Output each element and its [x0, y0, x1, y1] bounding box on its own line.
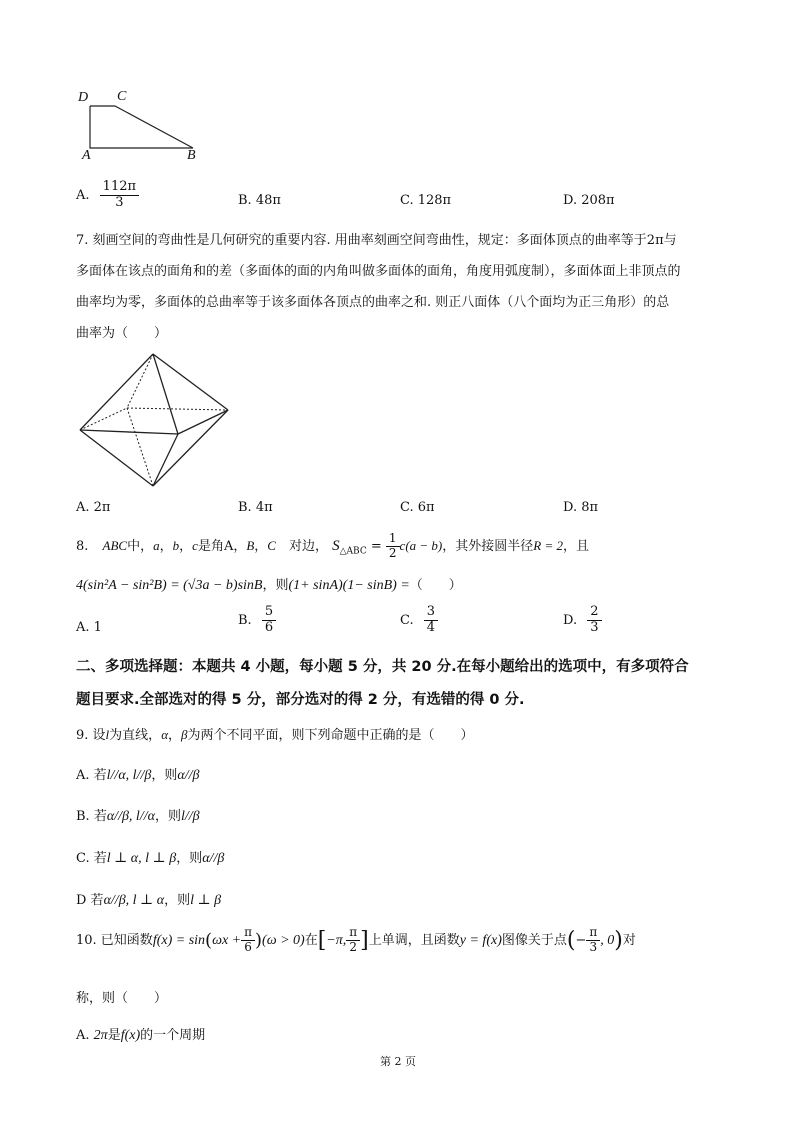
q8-area-s: S — [332, 537, 340, 554]
q7-option-b: B. 4π — [238, 500, 273, 515]
q8-half-num: 1 — [386, 532, 400, 547]
q10-line-1: 10. 已知函数f(x) = sin(ωx + $\frac{\pi}{6}$ )(ω > 0)在[−π, $\frac{\pi}{2}$ ]上单调，且函数y = f(x)图像关于点(− $\frac{\pi}{3}$ , 0)对 — [76, 925, 636, 954]
q9-option-a — [76, 764, 199, 784]
q8-text: ，且 — [562, 538, 589, 554]
q10-text: 图像关于点 — [501, 932, 567, 948]
q8-text: 中， — [127, 538, 154, 554]
q8-condition: 4(sin²A − sin²B) = (√3a − b)sinB — [76, 578, 263, 593]
q8-target-expr: (1+ sinA)(1− sinB) = — [288, 578, 410, 593]
q10-three: 3 — [589, 939, 598, 954]
q9-option-d-result: l ⊥ β — [190, 893, 222, 908]
q8-option-c-prefix: C. — [400, 612, 414, 628]
q8-triangle: ABC — [102, 537, 128, 553]
q10-six: 6 — [244, 939, 252, 954]
q8-text: ，其外接圆半径 — [442, 538, 534, 554]
q8-text: 对边， — [275, 538, 328, 554]
trapezoid-outline — [90, 106, 193, 148]
q8-option-c-den: 4 — [426, 619, 436, 635]
q10-arg: ωx + — [212, 932, 242, 948]
q8-option-b-den: 6 — [264, 619, 274, 635]
q8-number: 8. — [76, 538, 89, 554]
q10-option-a-f: f(x) — [120, 1028, 141, 1043]
q10-text: 上单调，且函数 — [368, 932, 460, 948]
q8-area-sub: △ABC — [339, 546, 367, 557]
q8-option-d-num: 2 — [587, 605, 601, 621]
label-b: B — [187, 148, 196, 163]
q6-option-a-prefix: A. — [76, 187, 90, 203]
q9-option-b-result: l//β — [180, 809, 200, 824]
q8-text: ，则 — [262, 578, 289, 593]
q9-option-d-mid: ，则 — [164, 893, 191, 908]
q9-option-c — [76, 847, 224, 867]
q9-option-a-cond: l//α, l//β — [106, 768, 152, 783]
q10-y-func: y = f(x) — [459, 932, 502, 948]
q8-line-1 — [76, 532, 589, 561]
q8-option-b-num: 5 — [262, 605, 276, 621]
q10-text: 对 — [622, 932, 636, 948]
q6-option-a-num: 112π — [100, 180, 139, 196]
q6-option-a-den: 3 — [115, 194, 124, 210]
q8-comma: ， — [254, 538, 268, 554]
q9-beta: β — [181, 727, 188, 742]
q10-neg: − — [575, 932, 587, 948]
q8-line-2 — [76, 574, 462, 594]
q10-omega-cond: (ω > 0) — [262, 932, 305, 948]
q9-line-l: l — [105, 727, 110, 742]
q9-stem — [76, 724, 474, 743]
q10-option-a-period: 2π — [93, 1028, 108, 1043]
q10-option-a — [76, 1024, 205, 1044]
q8-option-d-prefix: D. — [563, 612, 578, 628]
q6-option-d: D. 208π — [563, 193, 615, 208]
q9-option-d — [76, 889, 221, 909]
q9-option-a-result: α//β — [177, 768, 200, 783]
q9-option-c-mid: ，则 — [176, 851, 203, 866]
q10-function: f(x) = sin — [152, 932, 206, 948]
q8-option-b — [238, 605, 276, 636]
q9-option-a-mid: ，则 — [151, 768, 178, 783]
q10-zero: , 0 — [600, 932, 615, 948]
q8-half-den: 2 — [388, 545, 397, 560]
q8-side-c: c — [192, 537, 198, 553]
q8-equals: = — [370, 538, 382, 554]
q8-area-expr: c(a − b) — [399, 537, 443, 553]
q9-text: 9. 设 — [76, 728, 106, 743]
q9-alpha: α — [161, 727, 169, 742]
q8-option-d-den: 3 — [590, 619, 599, 635]
q7-option-d: D. 8π — [563, 500, 599, 515]
q8-option-d — [563, 605, 602, 636]
q9-option-d-prefix: D 若 — [76, 893, 104, 908]
q10-two: 2 — [349, 939, 358, 954]
q6-option-b: B. 48π — [238, 193, 281, 208]
q8-comma: ， — [179, 538, 193, 554]
q9-option-d-cond: α//β, l ⊥ α — [103, 893, 165, 908]
octahedron-figure — [70, 348, 250, 496]
q9-text: ， — [168, 728, 182, 743]
q10-text: 10. 已知函数 — [76, 932, 153, 948]
q9-option-c-cond: l ⊥ α, l ⊥ β — [106, 851, 177, 866]
q9-option-c-prefix: C. 若 — [76, 851, 107, 866]
q9-option-a-prefix: A. 若 — [76, 768, 107, 783]
q7-line-1: 7. 刻画空间的弯曲性是几何研究的重要内容. 用曲率刻画空间弯曲性，规定：多面体顶点的曲率等于2π与 — [76, 233, 677, 248]
q6-option-a — [76, 180, 139, 211]
q9-text: 为两个不同平面，则下列命题中正确的是（ ） — [187, 728, 474, 743]
q10-option-a-prefix: A. — [76, 1028, 90, 1043]
section2-line-1: 二、多项选择题：本题共 4 小题，每小题 5 分，共 20 分.在每小题给出的选项中，有多项符合 — [76, 659, 689, 675]
q8-option-b-prefix: B. — [238, 612, 252, 628]
q8-radius: R = 2 — [533, 537, 563, 553]
q7-line-3: 曲率均为零，多面体的总曲率等于该多面体各顶点的曲率之和. 则正八面体（八个面均为正三角形）的总 — [76, 295, 670, 310]
q8-text: 是角A， — [197, 538, 247, 554]
q6-option-c: C. 128π — [400, 193, 452, 208]
label-d: D — [78, 90, 89, 105]
q8-option-c — [400, 605, 438, 636]
q10-text: 在 — [304, 932, 318, 948]
q9-option-c-result: α//β — [202, 851, 225, 866]
q7-option-c: C. 6π — [400, 500, 435, 515]
q10-option-a-post: 的一个周期 — [140, 1028, 206, 1043]
q10-option-a-mid: 是 — [107, 1028, 121, 1043]
q8-comma: ， — [159, 538, 173, 554]
q9-option-b-cond: α//β, l//α — [106, 809, 155, 824]
q7-line-4: 曲率为（ ） — [76, 326, 168, 341]
q9-text: 为直线， — [109, 728, 162, 743]
q10-pi: π — [586, 926, 600, 941]
q8-side-a: a — [153, 537, 160, 553]
section2-line-2: 题目要求.全部选对的得 5 分，部分选对的得 2 分，有选错的得 0 分. — [76, 692, 525, 708]
label-a: A — [82, 148, 91, 163]
q10-line-2: 称，则（ ） — [76, 991, 168, 1006]
q9-option-b-mid: ，则 — [154, 809, 181, 824]
q9-option-b — [76, 805, 200, 825]
q10-pi: π — [241, 926, 255, 941]
page-number: 第 2 页 — [380, 1055, 416, 1068]
q9-option-b-prefix: B. 若 — [76, 809, 107, 824]
q10-interval-left: −π, — [326, 932, 347, 948]
q8-side-b: b — [172, 537, 180, 553]
q8-angle-b: B — [246, 537, 255, 553]
q8-blank: （ ） — [409, 578, 462, 593]
q10-pi: π — [346, 926, 360, 941]
label-c: C — [117, 89, 127, 104]
q8-angle-c: C — [267, 537, 276, 553]
q8-option-a: A. 1 — [76, 620, 102, 635]
q7-line-2: 多面体在该点的面角和的差（多面体的面的内角叫做多面体的面角，角度用弧度制），多面体面上非顶点的 — [76, 264, 681, 279]
q7-option-a: A. 2π — [76, 500, 111, 515]
q8-option-c-num: 3 — [424, 605, 438, 621]
